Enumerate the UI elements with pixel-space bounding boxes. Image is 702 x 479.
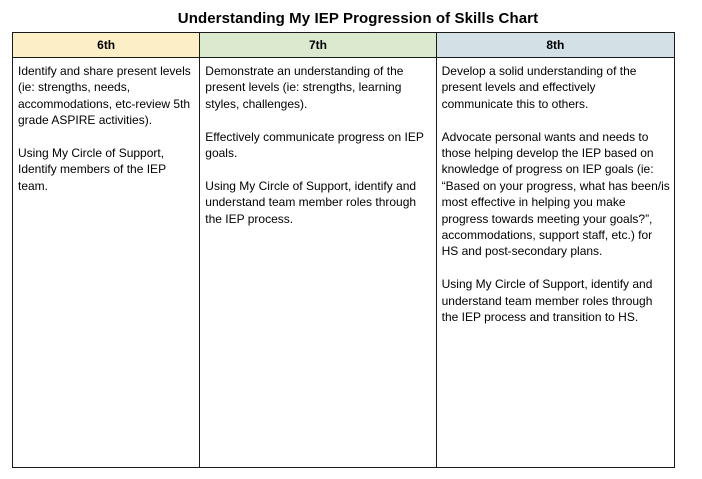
cell-7th [200, 58, 436, 468]
content-row [13, 58, 675, 468]
cell-6th-paragraph-1: Identify and share present levels (ie: strengths, needs, accommodations, etc-review 5th grade ASPIRE activities). [18, 64, 191, 128]
cell-6th [13, 58, 200, 468]
header-8th: 8th [436, 33, 674, 58]
page-title: Understanding My IEP Progression of Skills Chart [177, 10, 539, 27]
cell-7th-paragraph-1: Demonstrate an understanding of the present levels (ie: strengths, learning styles, challenges). [205, 64, 404, 111]
header-6th: 6th [13, 33, 200, 58]
cell-8th [436, 58, 674, 468]
cell-7th-paragraph-2: Effectively communicate progress on IEP goals. [205, 129, 424, 161]
cell-8th-paragraph-3: Using My Circle of Support, identify and understand team member roles through the IEP process and transition to HS. [441, 277, 653, 325]
progression-chart-table [12, 32, 675, 468]
cell-6th-paragraph-2: Using My Circle of Support, Identify members of the IEP team. [18, 146, 166, 193]
header-row [13, 33, 675, 58]
cell-8th-paragraph-2: Advocate personal wants and needs to those helping develop the IEP based on knowledge of progress on IEP goals (ie: “Based on your progress, what has been/is most effective in helping you make progress towards meeting your goals?”, accommodations, support staff, etc.) for HS and post-secondary plans. [441, 129, 670, 259]
header-7th: 7th [200, 33, 436, 58]
cell-7th-paragraph-3: Using My Circle of Support, identify and understand team member roles through the IEP process. [205, 178, 417, 226]
cell-8th-paragraph-1: Develop a solid understanding of the present levels and effectively communicate this to others. [441, 64, 637, 111]
